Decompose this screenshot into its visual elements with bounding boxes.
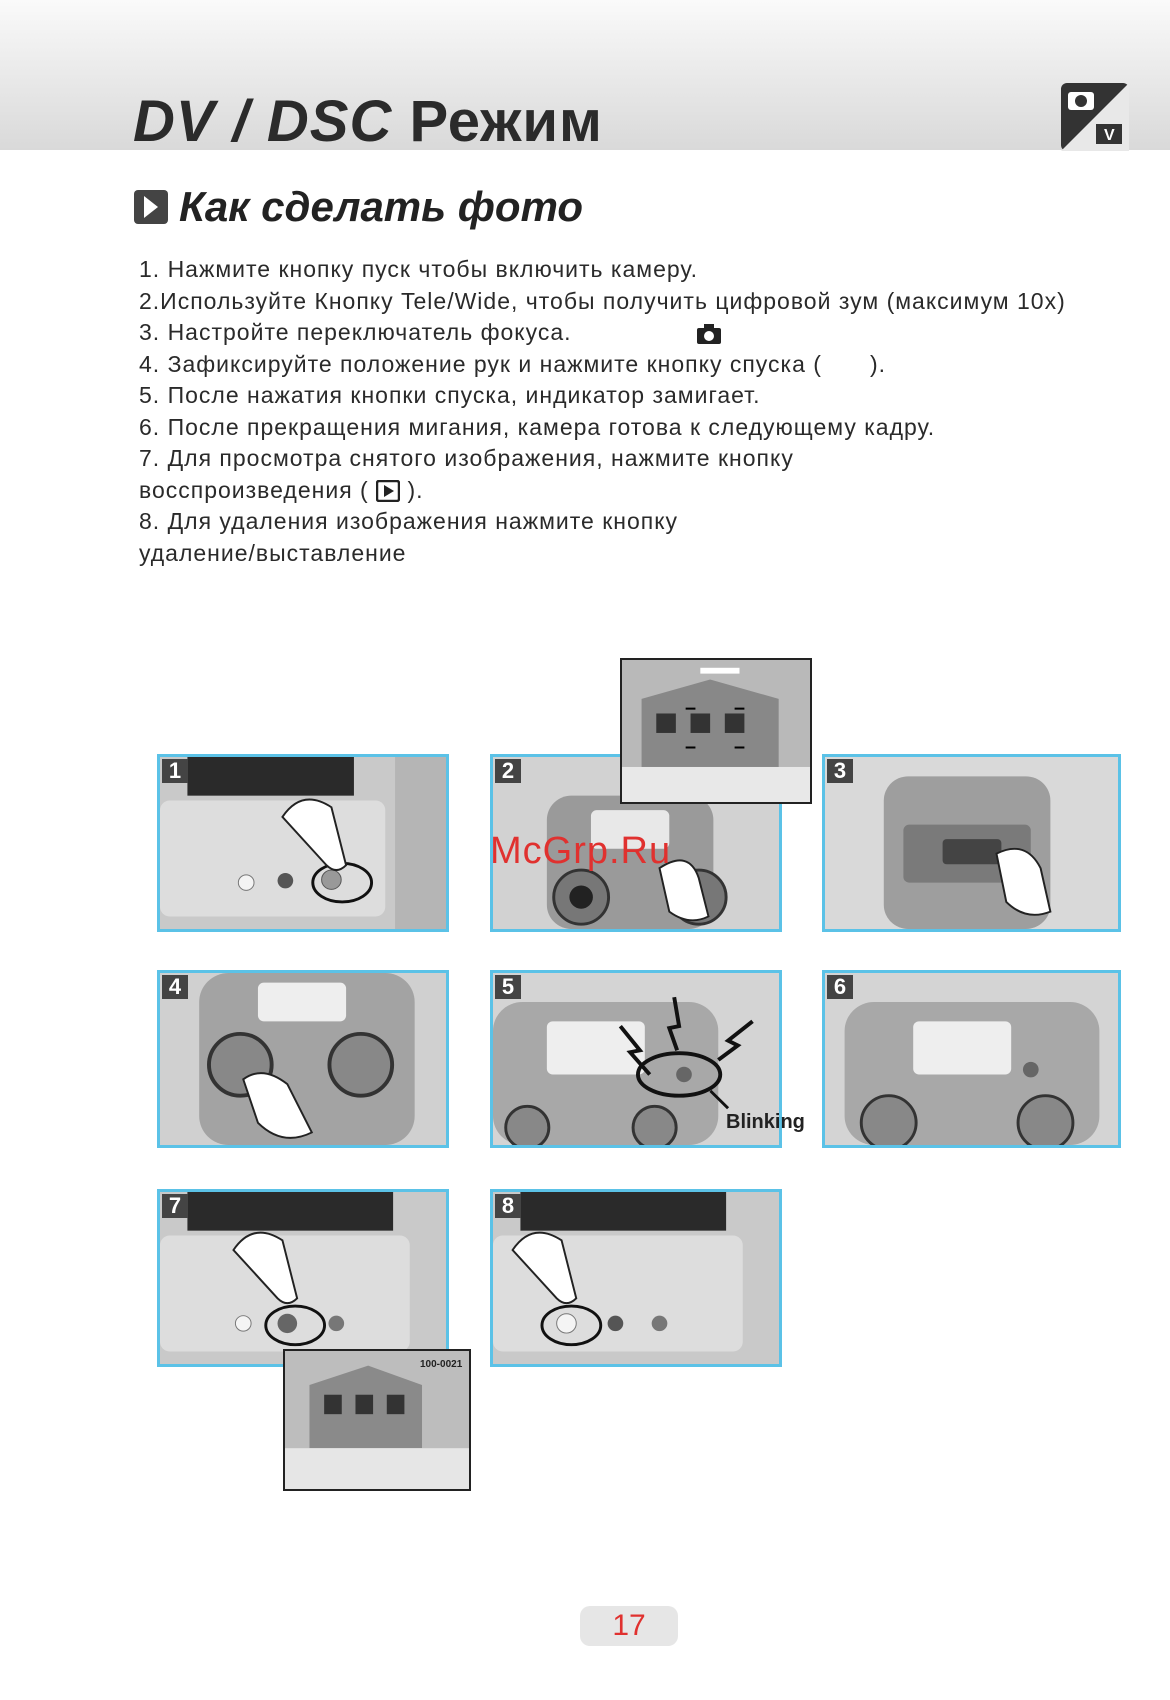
photo-step-7 xyxy=(157,1189,449,1367)
step-3: 3. Настройте переключатель фокуса. xyxy=(139,317,1134,349)
svg-text:V: V xyxy=(1104,127,1115,144)
panel-number: 1 xyxy=(162,759,188,783)
blinking-label: Blinking xyxy=(726,1111,805,1133)
photo-step-1 xyxy=(157,754,449,932)
step-6: 6. После прекращения мигания, камера готова к следующему кадру. xyxy=(139,413,936,440)
step-4: 4. Зафиксируйте положение рук и нажмите кнопку спуска ( ). xyxy=(139,350,887,377)
title-mode: DV / DSC xyxy=(133,89,393,154)
panel-number: 4 xyxy=(162,975,188,999)
panel-number: 8 xyxy=(495,1194,521,1218)
lcd-preview-inset xyxy=(620,658,812,804)
panel-number: 7 xyxy=(162,1194,188,1218)
photo-step-6 xyxy=(822,970,1121,1148)
section-heading xyxy=(133,182,583,232)
step-7: 7. Для просмотра снятого изображения, нажмите кнопку восспроизведения ( ). xyxy=(139,445,794,503)
panel-number: 3 xyxy=(827,759,853,783)
title-word: Режим xyxy=(409,89,603,154)
camera-video-mode-icon xyxy=(1060,82,1130,152)
photo-step-8 xyxy=(490,1189,782,1367)
play-icon xyxy=(376,480,400,502)
page-title xyxy=(133,88,603,155)
step-5: 5. После нажатия кнопки спуска, индикатор замигает. xyxy=(139,382,761,408)
steps-list xyxy=(139,254,1134,569)
camera-icon xyxy=(696,323,722,345)
step-8: 8. Для удаления изображения нажмите кнопку удаление/выставление xyxy=(139,508,679,566)
playback-preview-inset xyxy=(283,1349,471,1491)
section-title: Как сделать фото xyxy=(179,183,584,230)
photo-step-3 xyxy=(822,754,1121,932)
panel-number: 6 xyxy=(827,975,853,999)
panel-number: 2 xyxy=(495,759,521,783)
watermark: McGrp.Ru xyxy=(490,830,672,872)
step-2: 2.Используйте Кнопку Tele/Wide, чтобы получить цифровой зум (максимум 10x) xyxy=(139,287,1066,314)
chevron-right-icon xyxy=(133,189,169,225)
page-number: 17 xyxy=(580,1606,678,1646)
photo-step-4 xyxy=(157,970,449,1148)
image-number-label: 100-0021 xyxy=(420,1359,463,1370)
step-1: 1. Нажмите кнопку пуск чтобы включить камеру. xyxy=(139,256,699,282)
panel-number: 5 xyxy=(495,975,521,999)
